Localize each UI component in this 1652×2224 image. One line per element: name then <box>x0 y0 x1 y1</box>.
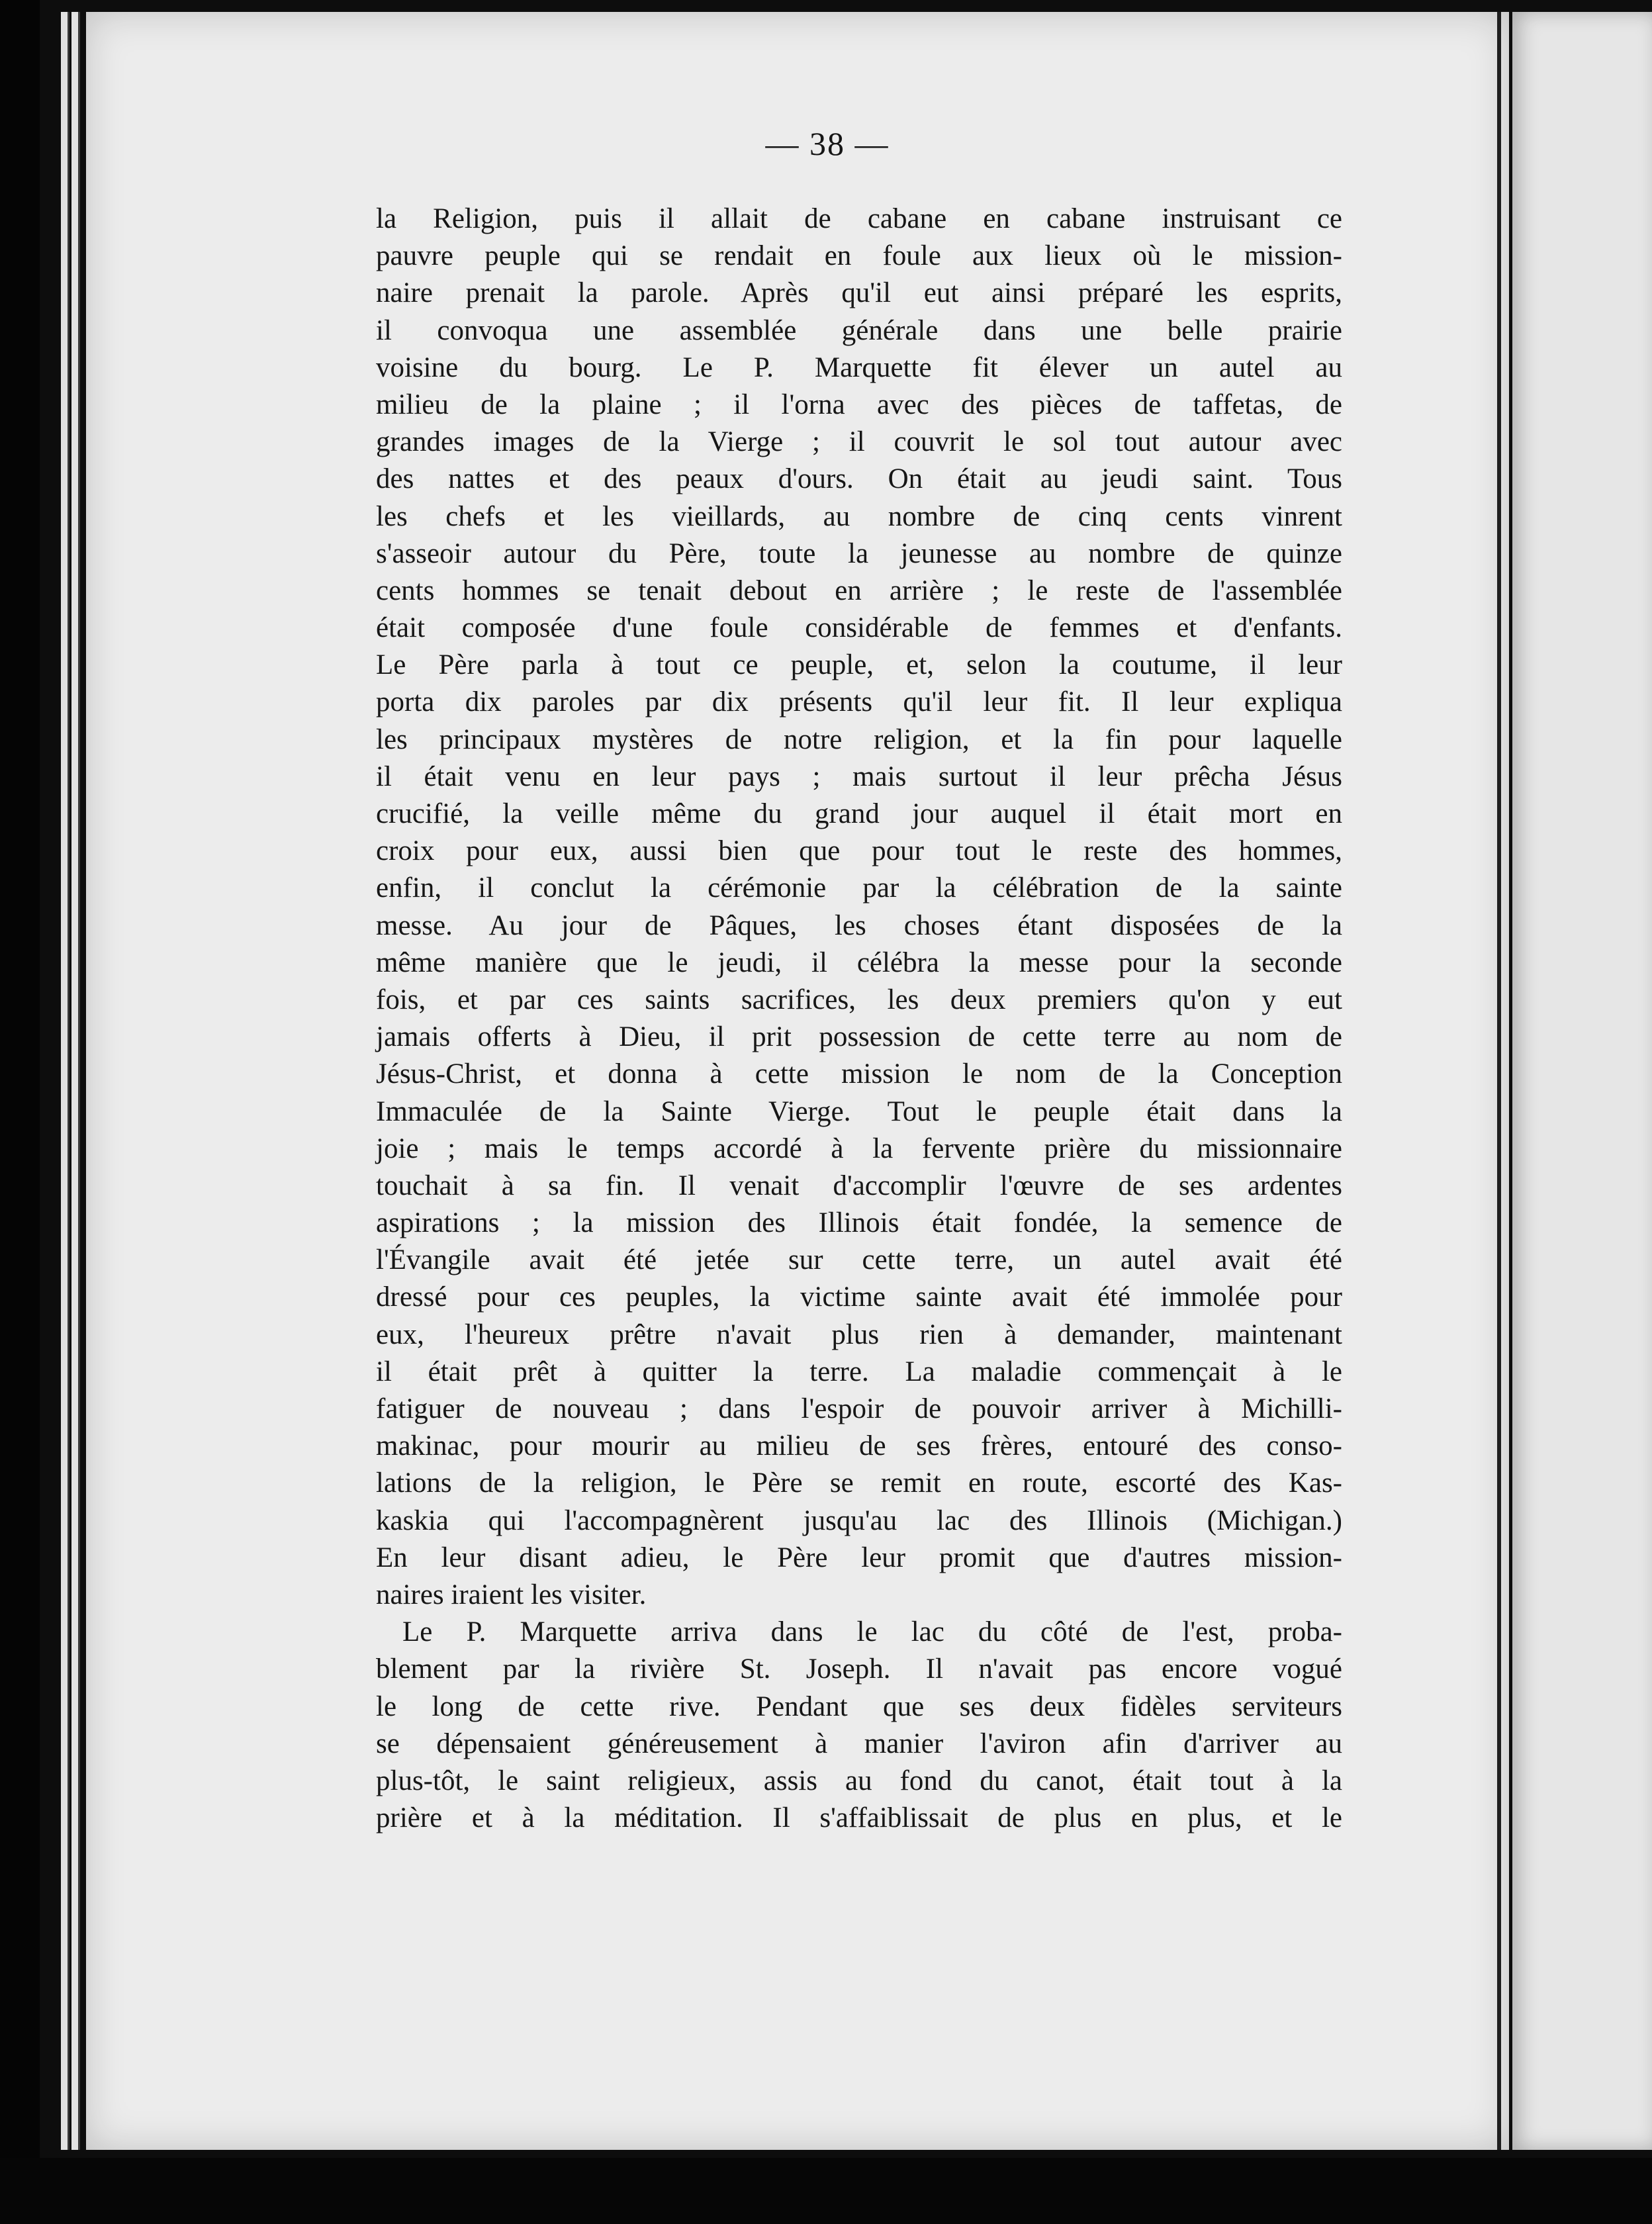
text-line: il convoqua une assemblée générale dans une belle prairie <box>376 314 1342 346</box>
text-line: plus-tôt, le saint religieux, assis au fond du canot, était tout à la <box>376 1765 1342 1796</box>
text-line: Jésus-Christ, et donna à cette mission le nom de la Conception <box>376 1058 1342 1090</box>
text-line: porta dix paroles par dix présents qu'il leur fit. Il leur expliqua <box>376 686 1342 718</box>
text-line: aspirations ; la mission des Illinois était fondée, la semence de <box>376 1207 1342 1239</box>
text-line: prière et à la méditation. Il s'affaiblissait de plus en plus, et le <box>376 1802 1342 1834</box>
text-line: des nattes et des peaux d'ours. On était au jeudi saint. Tous <box>376 463 1342 495</box>
text-line: s'asseoir autour du Père, toute la jeunesse au nombre de quinze <box>376 537 1342 569</box>
film-border-bottom <box>0 2158 1652 2224</box>
text-line: pauvre peuple qui se rendait en foule aux lieux où le mission- <box>376 240 1342 272</box>
text-line: lations de la religion, le Père se remit en route, escorté des Kas- <box>376 1467 1342 1499</box>
text-line: il était venu en leur pays ; mais surtout il leur prêcha Jésus <box>376 761 1342 792</box>
text-line: kaskia qui l'accompagnèrent jusqu'au lac des Illinois (Michigan.) <box>376 1505 1342 1536</box>
text-line: cents hommes se tenait debout en arrière ; le reste de l'assemblée <box>376 575 1342 606</box>
binding-gutter <box>1497 12 1501 2150</box>
text-line: En leur disant adieu, le Père leur promit que d'autres mission- <box>376 1542 1342 1573</box>
body-text <box>376 201 1342 1837</box>
text-line: les principaux mystères de notre religion, et la fin pour laquelle <box>376 723 1342 755</box>
text-line: Le Père parla à tout ce peuple, et, selon la coutume, il leur <box>376 649 1342 681</box>
text-line: naires iraient les visiter. <box>376 1579 647 1610</box>
text-line: blement par la rivière St. Joseph. Il n'avait pas encore vogué <box>376 1653 1342 1685</box>
text-line: il était prêt à quitter la terre. La maladie commençait à le <box>376 1356 1342 1387</box>
text-line: l'Évangile avait été jetée sur cette terre, un autel avait été <box>376 1244 1342 1276</box>
text-line: grandes images de la Vierge ; il couvrit le sol tout autour avec <box>376 426 1342 458</box>
text-line: fatiguer de nouveau ; dans l'espoir de pouvoir arriver à Michilli- <box>376 1393 1342 1424</box>
text-line: la Religion, puis il allait de cabane en cabane instruisant ce <box>376 203 1342 234</box>
text-line: joie ; mais le temps accordé à la fervente prière du missionnaire <box>376 1133 1342 1164</box>
text-line: fois, et par ces saints sacrifices, les deux premiers qu'on y eut <box>376 984 1342 1015</box>
text-line: eux, l'heureux prêtre n'avait plus rien à demander, maintenant <box>376 1319 1342 1350</box>
text-line: se dépensaient généreusement à manier l'aviron afin d'arriver au <box>376 1728 1342 1759</box>
text-line: milieu de la plaine ; il l'orna avec des pièces de taffetas, de <box>376 389 1342 420</box>
text-line: croix pour eux, aussi bien que pour tout le reste des hommes, <box>376 835 1342 867</box>
text-line: Le P. Marquette arriva dans le lac du côté de l'est, proba- <box>402 1616 1342 1648</box>
opposite-page-edge <box>1512 12 1652 2150</box>
film-border-left <box>0 0 40 2224</box>
text-line: même manière que le jeudi, il célébra la messe pour la seconde <box>376 947 1342 978</box>
text-line: dressé pour ces peuples, la victime sainte avait été immolée pour <box>376 1281 1342 1313</box>
text-line: enfin, il conclut la cérémonie par la célébration de la sainte <box>376 872 1342 904</box>
text-line: voisine du bourg. Le P. Marquette fit élever un autel au <box>376 351 1342 383</box>
page-edge <box>61 12 69 2150</box>
page-edge <box>71 12 80 2150</box>
text-line: touchait à sa fin. Il venait d'accomplir l'œuvre de ses ardentes <box>376 1170 1342 1201</box>
text-line: le long de cette rive. Pendant que ses deux fidèles serviteurs <box>376 1691 1342 1722</box>
text-line: était composée d'une foule considérable de femmes et d'enfants. <box>376 612 1342 644</box>
text-line: jamais offerts à Dieu, il prit possession de cette terre au nom de <box>376 1021 1342 1053</box>
page-number: — 38 — <box>765 125 890 162</box>
text-line: crucifié, la veille même du grand jour auquel il était mort en <box>376 798 1342 829</box>
text-line: makinac, pour mourir au milieu de ses frères, entouré des conso- <box>376 1430 1342 1462</box>
text-line: messe. Au jour de Pâques, les choses étant disposées de la <box>376 909 1342 941</box>
text-line: les chefs et les vieillards, au nombre de cinq cents vinrent <box>376 500 1342 532</box>
text-line: Immaculée de la Sainte Vierge. Tout le peuple était dans la <box>376 1095 1342 1127</box>
text-line: naire prenait la parole. Après qu'il eut ainsi préparé les esprits, <box>376 277 1342 309</box>
